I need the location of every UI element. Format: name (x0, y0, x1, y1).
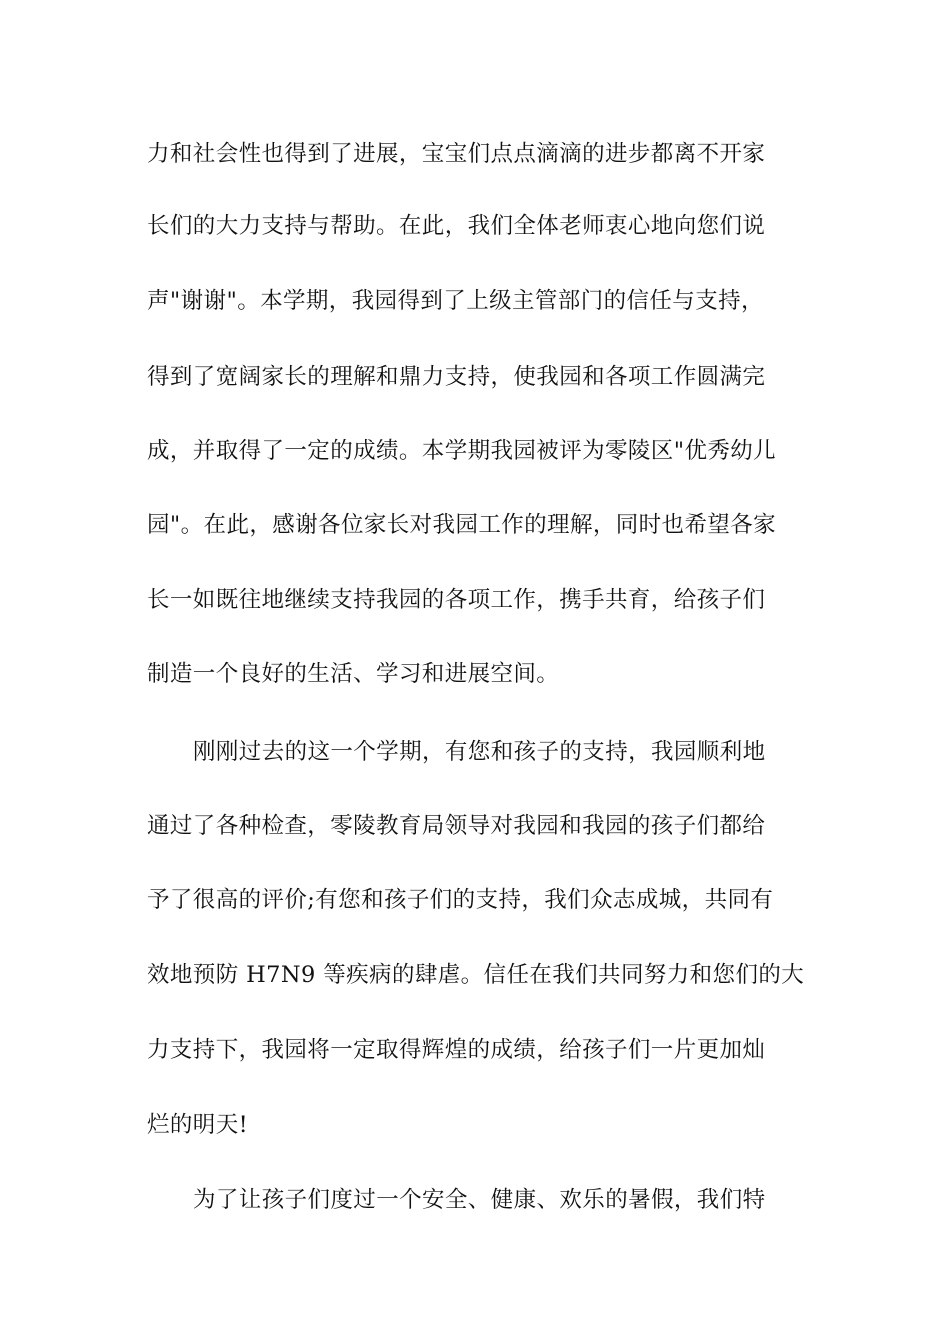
text-line: 制造一个良好的生活、学习和进展空间。 (147, 661, 560, 687)
text-line: 声"谢谢"。本学期，我园得到了上级主管部门的信任与支持， (147, 288, 764, 314)
text-line: 力支持下，我园将一定取得辉煌的成绩，给孩子们一片更加灿 (147, 1037, 766, 1063)
text-line: 烂的明天! (147, 1112, 249, 1138)
text-line: 长们的大力支持与帮助。在此，我们全体老师衷心地向您们说 (147, 213, 766, 239)
text-line: 通过了各种检查，零陵教育局领导对我园和我园的孩子们都给 (147, 813, 766, 839)
text-line: 刚刚过去的这一个学期，有您和孩子的支持，我园顺利地 (193, 739, 766, 765)
text-line: 效地预防 H7N9 等疾病的肆虐。信任在我们共同努力和您们的大 (147, 962, 805, 988)
text-line: 成，并取得了一定的成绩。本学期我园被评为零陵区"优秀幼儿 (147, 438, 777, 464)
text-line: 得到了宽阔家长的理解和鼎力支持，使我园和各项工作圆满完 (147, 364, 766, 390)
text-line: 予了很高的评价;有您和孩子们的支持，我们众志成城，共同有 (147, 887, 774, 913)
text-line: 为了让孩子们度过一个安全、健康、欢乐的暑假，我们特 (193, 1187, 766, 1213)
text-line: 长一如既往地继续支持我园的各项工作，携手共育，给孩子们 (147, 587, 766, 613)
text-line: 园"。在此，感谢各位家长对我园工作的理解，同时也希望各家 (147, 512, 777, 538)
text-line: 力和社会性也得到了进展，宝宝们点点滴滴的进步都离不开家 (147, 141, 766, 167)
